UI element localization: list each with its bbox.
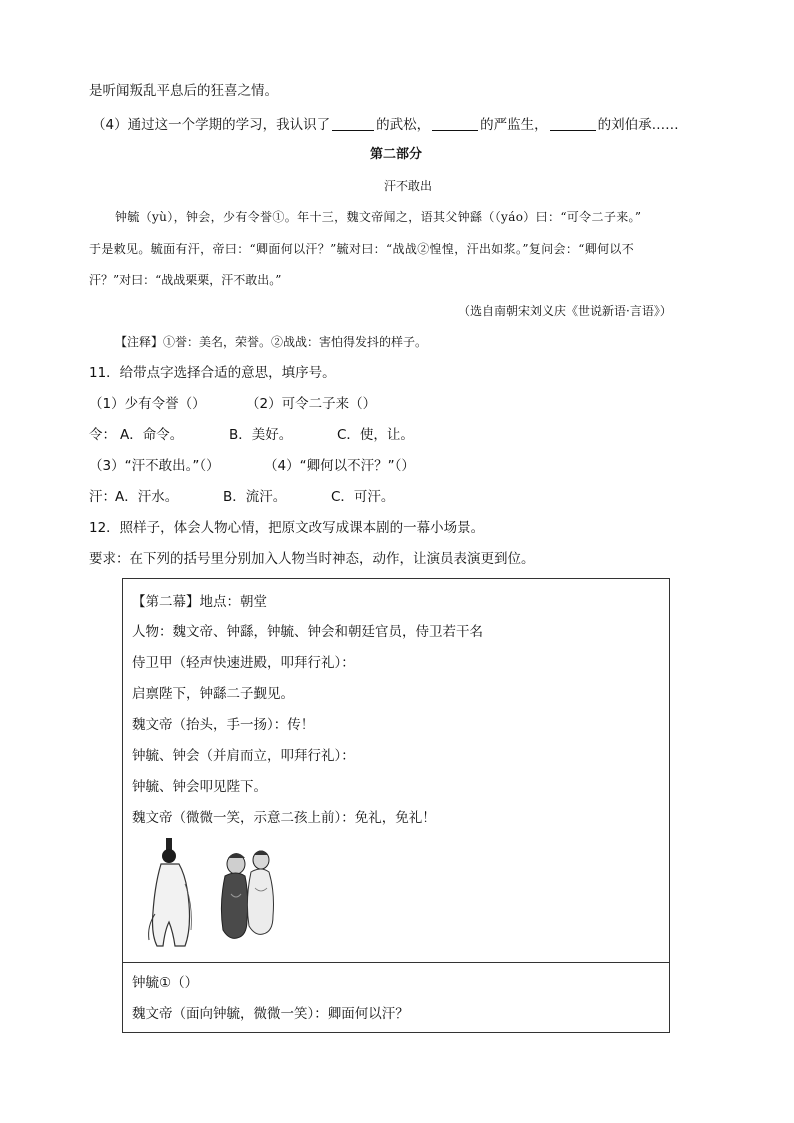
q11-row1-a: （1）少有令誉（） (89, 396, 206, 412)
passage-line-3: 汗？”对曰：“战战栗栗，汗不敢出。” (89, 273, 282, 287)
passage-source: （选自南朝宋刘义庆《世说新语·言语》） (458, 304, 672, 318)
box-divider (123, 962, 669, 963)
script-line-2: 人物：魏文帝、钟繇，钟毓、钟会和朝廷官员，侍卫若干名 (132, 624, 483, 640)
script-line-5: 魏文帝（抬头，手一扬）：传！ (132, 717, 315, 733)
section-title: 第二部分 (370, 147, 423, 162)
ink-illustration-icon (133, 834, 293, 954)
q12-requirement: 要求：在下列的括号里分别加入人物当时神态，动作，让演员表演更到位。 (89, 551, 535, 567)
passage-title: 汗不敢出 (384, 179, 433, 193)
han-option-c: C．可汗。 (331, 489, 395, 505)
script-box (122, 578, 670, 1033)
q11-row2-b: （4）“卿何以不汗？”（） (264, 458, 415, 474)
ling-label: 令： (89, 427, 116, 443)
q4-part2: 的严监生， (480, 117, 548, 133)
script-line-10: 魏文帝（面向钟毓，微微一笑）：卿面何以汗？ (132, 1006, 409, 1022)
q4-part1: 的武松， (376, 117, 431, 133)
script-line-9: 钟毓①（） (132, 975, 199, 991)
script-line-8: 魏文帝（微微一笑，示意二孩上前）：免礼，免礼！ (132, 810, 436, 826)
ling-option-a: A．命令。 (120, 427, 184, 443)
q11-row2-a: （3）“汗不敢出。”（） (89, 458, 220, 474)
intro-line: 是听闻叛乱平息后的狂喜之情。 (89, 83, 278, 99)
script-line-3: 侍卫甲（轻声快速进殿，叩拜行礼）： (132, 655, 355, 671)
han-label: 汗： (89, 489, 116, 505)
han-option-b: B．流汗。 (223, 489, 287, 505)
q4-prefix: （4）通过这一个学期的学习，我认识了 (92, 117, 331, 133)
q4-blank-1[interactable] (332, 117, 374, 131)
passage-line-2: 于是敕见。毓面有汗，帝曰：“卿面何以汗？”毓对曰：“战战②惶惶，汗出如浆。”复问会：“卿何以不 (89, 242, 635, 256)
script-line-4: 启禀陛下，钟繇二子觐见。 (132, 686, 294, 702)
q11-row1-b: （2）可令二子来（） (246, 396, 377, 412)
passage-note: 【注释】①誉：美名，荣誉。②战战：害怕得发抖的样子。 (115, 335, 428, 349)
han-option-a: A．汗水。 (115, 489, 179, 505)
question-4 (92, 116, 679, 134)
q12-title: 12．照样子，体会人物心情，把原文改写成课本剧的一幕小场景。 (89, 520, 485, 536)
passage-line-1: 钟毓（yù），钟会，少有令誉①。年十三，魏文帝闻之，语其父钟繇（（yáo）曰：“可令二子来。” (115, 210, 642, 224)
q11-title: 11．给带点字选择合适的意思，填序号。 (89, 365, 336, 381)
ling-option-b: B．美好。 (229, 427, 293, 443)
ling-option-c: C．使，让。 (337, 427, 414, 443)
q4-blank-3[interactable] (550, 117, 596, 131)
script-line-1: 【第二幕】地点：朝堂 (132, 594, 267, 610)
script-line-6: 钟毓、钟会（并肩而立，叩拜行礼）： (132, 748, 355, 764)
q4-blank-2[interactable] (432, 117, 478, 131)
script-line-7: 钟毓、钟会叩见陛下。 (132, 779, 267, 795)
q4-part3: 的刘伯承…… (597, 117, 679, 133)
